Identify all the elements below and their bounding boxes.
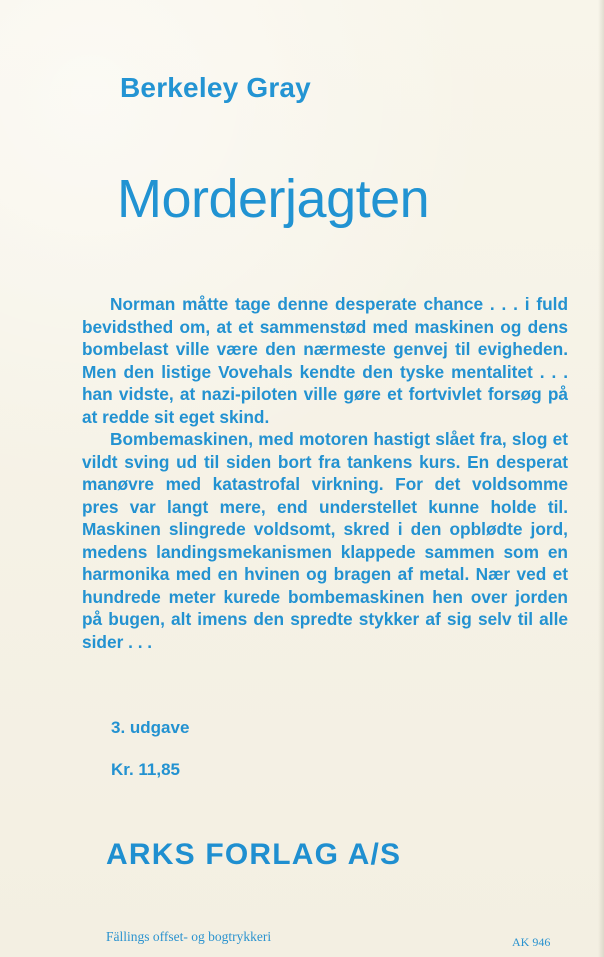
blurb-paragraph: Norman måtte tage denne desperate chance . . . i fuld bevidsthed om, at et sammenstød med maskinen og dens bombelast ville være den nærmeste genvej til evigheden. Men den listige Vovehals kendte den tyske mentalitet . . . han vidste, at nazi-piloten ville gøre et fortvivlet forsøg på at redde sit eget skind. [82, 294, 568, 427]
catalog-code: AK 946 [512, 935, 551, 949]
author-name: Berkeley Gray [120, 72, 311, 103]
publisher-name: ARKS FORLAG A/S [106, 838, 402, 871]
price-label: Kr. 11,85 [111, 760, 181, 779]
blurb-paragraph: Bombemaskinen, med motoren hastigt slået fra, slog et vildt sving ud til siden bort fra tankens kurs. En desperat manøvre med katastrofal virkning. For det voldsomme pres var langt mere, end understellet kunne holde til. Maskinen slingrede voldsomt, skred i den opblødte jord, medens landingsmekanismen klappede sammen som en harmonika med en hvinen og bragen af metal. Nær ved et hundrede meter kurede bombemaskinen hen over jorden på bugen, alt imens den spredte stykker af sig selv til alle sider . . . [82, 429, 568, 652]
blurb-text [82, 293, 568, 653]
page-edge [598, 0, 604, 957]
printer-credit: Fällings offset- og bogtrykkeri [106, 929, 272, 944]
book-title: Morderjagten [117, 169, 430, 229]
edition-label: 3. udgave [111, 718, 190, 737]
